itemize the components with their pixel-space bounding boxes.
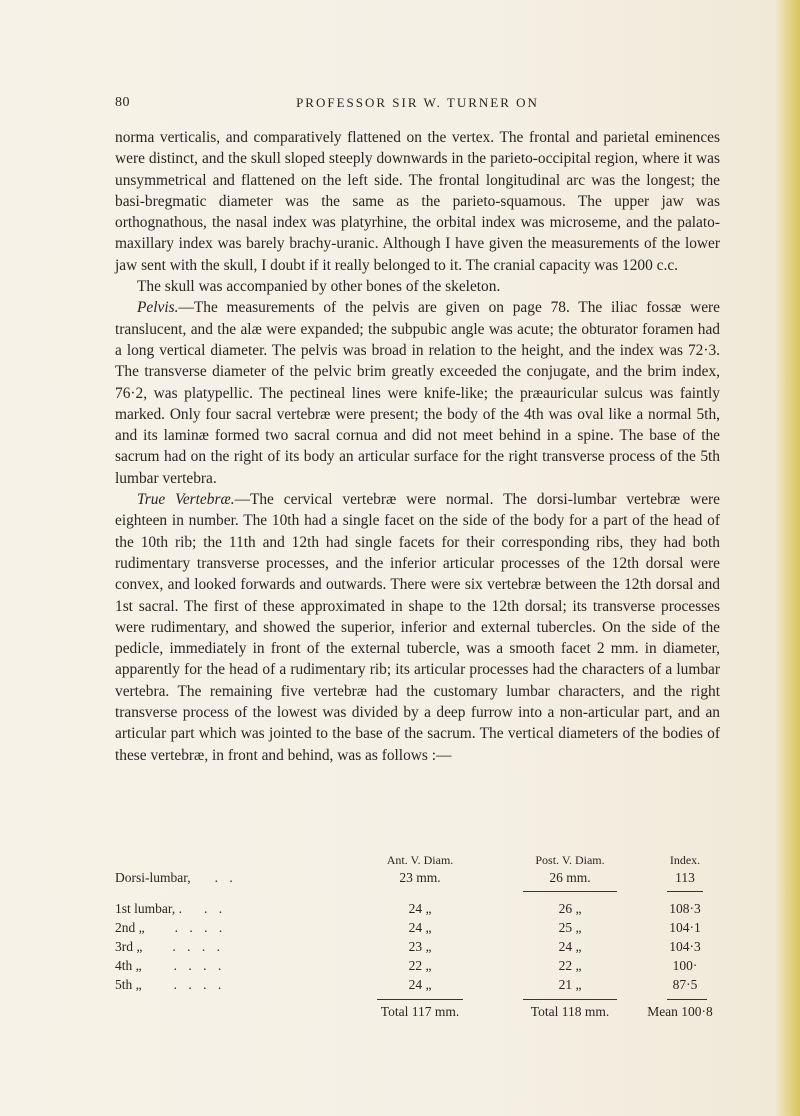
row-ant: 22 „ [408,958,432,973]
row-label [115,920,226,936]
total-ant: Total 117 mm. [380,1004,460,1019]
rule-ant-total [377,999,463,1000]
rule-post-top [523,891,617,892]
row-ant: 23 „ [408,939,432,954]
running-head: PROFESSOR SIR W. TURNER ON [296,95,539,110]
row-index: 108·3 [669,901,701,916]
paragraph-vertebrae [115,489,720,766]
row-label [115,958,225,974]
row-index: 104·1 [669,920,701,935]
header-ant-diam: Ant. V. Diam. [386,853,454,867]
row-post: 26 „ [558,901,582,916]
leader-dots: . . . . [173,958,226,973]
row-index: 104·3 [669,939,701,954]
row-post: 21 „ [558,977,582,992]
leader-dots: . . [214,870,237,885]
summary-label [115,870,237,886]
header-index: Index. [669,853,701,867]
row-ant: 24 „ [408,920,432,935]
summary-post: 26 mm. [549,870,591,885]
row-ant: 24 „ [408,901,432,916]
total-post: Total 118 mm. [530,1004,610,1019]
paragraph-1-text: norma verticalis, and comparatively flattened on the vertex. The frontal and parietal eminences were distinct, and the skull sloped steeply downwards in the parieto-occipital region, where it was unsymmetrical and flattened on the left side. The frontal longitudinal arc was the longest; the basi-bregmatic diameter was the same as the parieto-squamous. The upper jaw was orthognathous, the nasal index was platyrhine, the orbital index was microseme, and the palato-maxillary index was barely brachy-uranic. Although I have given the measurements of the lower jaw sent with the skull, I doubt if it really belonged to it. The cranial capacity was 1200 c.c. [115,129,720,274]
row-label-text: 2nd „ [115,920,145,935]
row-label [115,901,226,917]
measurements-table [115,853,720,1063]
rule-post-total [523,999,617,1000]
rule-index-total [667,999,707,1000]
vertebrae-text: —The cervical vertebræ were normal. The dorsi-lumbar vertebræ were eighteen in number. The 10th had a single facet on the side of the body for a part of the head of the 10th rib; the 11th and 12th had single facets for their corresponding ribs, they had both rudimentary transverse processes, and the inferior articular processes of the 12th dorsal were convex, and looked forwards and outwards. There were six vertebræ between the 12th dorsal and 1st sacral. The first of these approximated in shape to the 12th dorsal; its transverse processes were rudimentary, and showed the superior, inferior and external tubercles. On the side of the pedicle, immediately in front of the external tubercle, was a smooth facet 2 mm. in diameter, apparently for the head of a rudimentary rib; its articular processes had the characters of a lumbar vertebra. The remaining five vertebræ had the customary lumbar characters, and the right transverse process of the lowest was divided by a deep furrow into a non-articular part, and an articular part which was jointed to the base of the sacrum. The vertical diameters of the bodies of these vertebræ, in front and behind, was as follows :— [115,491,720,764]
row-label-text: 5th „ [115,977,142,992]
row-post: 22 „ [558,958,582,973]
page-header [115,95,720,115]
leader-dots: . . . . [174,920,227,935]
paragraph-2 [115,276,720,297]
page-number: 80 [115,95,130,110]
row-index: 100· [672,958,698,973]
paragraph-1 [115,127,720,276]
row-index: 87·5 [672,977,698,992]
page-edge [776,0,800,1116]
paragraph-pelvis [115,297,720,489]
pelvis-heading: Pelvis. [137,299,179,317]
rule-index-top [667,891,703,892]
row-label-text: 3rd „ [115,939,143,954]
summary-index: 113 [675,870,695,885]
row-label-text: 4th „ [115,958,142,973]
mean-index: Mean 100·8 [647,1004,713,1019]
header-post-diam: Post. V. Diam. [535,853,605,867]
row-label [115,939,224,955]
row-label-text: 1st lumbar, . [115,901,182,916]
vertebrae-heading: True Vertebræ. [137,491,235,509]
summary-label-text: Dorsi-lumbar, [115,870,191,885]
paragraph-2-text: The skull was accompanied by other bones of the skeleton. [137,278,501,296]
leader-dots: . . . . [173,977,226,992]
row-ant: 24 „ [408,977,432,992]
row-post: 25 „ [558,920,582,935]
leader-dots: . . . . [172,939,224,954]
row-post: 24 „ [558,939,582,954]
row-label [115,977,225,993]
summary-ant: 23 mm. [399,870,441,885]
body-text [115,127,720,766]
pelvis-text: —The measurements of the pelvis are given on page 78. The iliac fossæ were translucent, and the alæ were expanded; the subpubic angle was acute; the obturator foramen had a long vertical diameter. The pelvis was broad in relation to the height, and the index was 72·3. The transverse diameter of the pelvic brim greatly exceeded the conjugate, and the brim index, 76·2, was platypellic. The pectineal lines were knife-like; the præauricular sulcus was faintly marked. Only four sacral vertebræ were present; the body of the 4th was oval like a normal 5th, and its laminæ formed two sacral cornua and did not meet behind in a spine. The base of the sacrum had on the right of its body an articular surface for the right transverse process of the 5th lumbar vertebra. [115,299,720,487]
leader-dots: . . [203,901,227,916]
